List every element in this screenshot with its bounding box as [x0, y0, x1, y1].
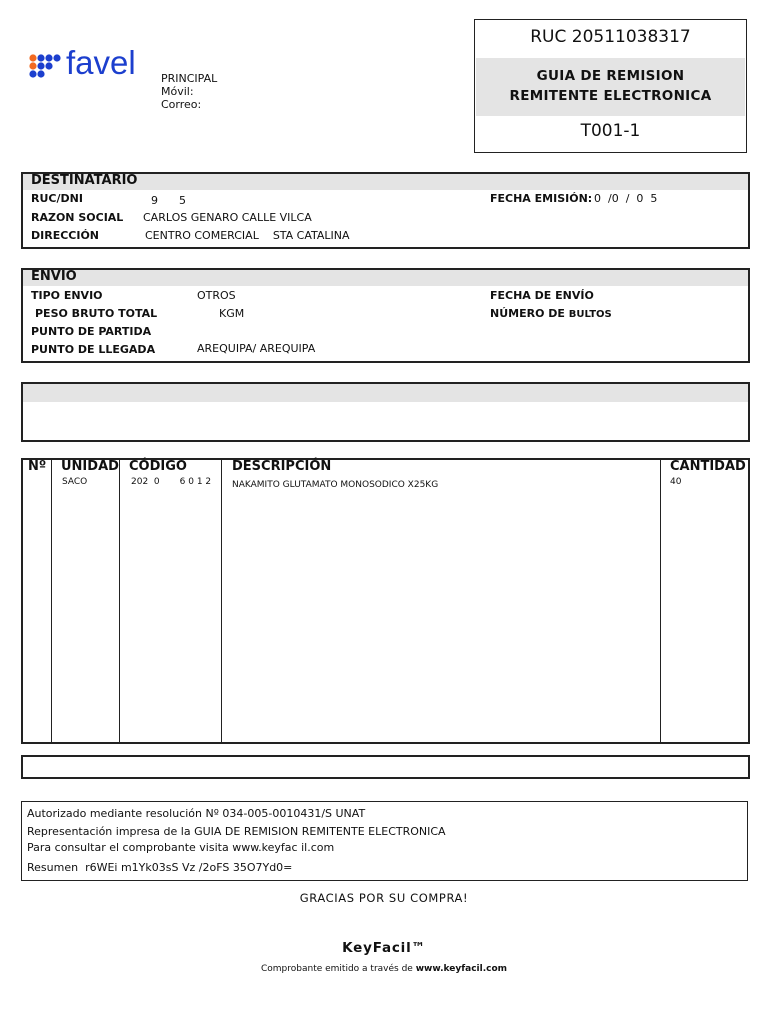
- header-cantidad: CANTIDAD: [670, 459, 746, 474]
- company-principal: PRINCIPAL: [161, 72, 218, 85]
- razon-social-label: RAZON SOCIAL: [31, 211, 124, 224]
- emitted-site-link[interactable]: www.keyfacil.com: [415, 964, 508, 974]
- punto-llegada-label: PUNTO DE LLEGADA: [31, 343, 156, 356]
- row-cantidad: 40: [670, 477, 682, 487]
- header-unidad: UNIDAD: [61, 459, 119, 474]
- section-band: [23, 384, 748, 402]
- emitted-prefix: Comprobante emitido a través de: [260, 964, 413, 974]
- tipo-envio-value: OTROS: [197, 289, 236, 302]
- fecha-envio-label: FECHA DE ENVÍO: [490, 289, 594, 302]
- legal-footer: [21, 801, 748, 881]
- document-title-line1: GUIA DE REMISION: [536, 68, 685, 84]
- punto-llegada-value: AREQUIPA/ AREQUIPA: [197, 342, 316, 355]
- document-title-line2: REMITENTE ELECTRONICA: [509, 88, 712, 104]
- ruc-label: RUC/DNI: [31, 192, 83, 205]
- row-descripcion: NAKAMITO GLUTAMATO MONOSODICO X25KG: [232, 480, 439, 490]
- keyfacil-brand: KeyFacil™: [342, 940, 426, 956]
- ruc-box: [474, 19, 747, 153]
- ruc-number: RUC 20511038317: [530, 27, 691, 47]
- header-codigo: CÓDIGO: [129, 459, 187, 474]
- blank-section: [21, 382, 750, 442]
- numero-bultos-prefix: NÚMERO DE: [490, 307, 565, 320]
- column-divider: [660, 460, 661, 742]
- company-info: [161, 72, 217, 111]
- totals-box: [21, 755, 750, 779]
- numero-bultos-label: [490, 307, 612, 320]
- thanks-text: GRACIAS POR SU COMPRA!: [299, 891, 469, 905]
- company-movil: Móvil:: [161, 85, 194, 98]
- ruc-value: 9 5: [151, 194, 186, 207]
- header-num: Nº: [28, 459, 47, 474]
- direccion-value: CENTRO COMERCIAL STA CATALINA: [145, 229, 350, 242]
- representation-text: Representación impresa de la GUIA DE REMISION REMITENTE ELECTRONICA: [27, 825, 446, 838]
- column-divider: [221, 460, 222, 742]
- numero-bultos-suffix: BULTOS: [568, 309, 612, 320]
- tipo-envio-label: TIPO ENVIO: [31, 289, 103, 302]
- punto-partida-label: PUNTO DE PARTIDA: [31, 325, 152, 338]
- document-serie: T001-1: [580, 121, 641, 141]
- consult-text: Para consultar el comprobante visita www.keyfac il.com: [27, 841, 335, 854]
- items-table: [21, 458, 750, 744]
- fecha-emision-label: FECHA EMISIÓN:: [490, 192, 593, 205]
- emitted-by: [0, 964, 768, 974]
- row-codigo: 202 0 6 0 1 2: [131, 477, 212, 487]
- favel-logo-icon: [28, 52, 62, 82]
- column-divider: [119, 460, 120, 742]
- document-title: [476, 66, 745, 106]
- direccion-label: DIRECCIÓN: [31, 229, 100, 242]
- peso-bruto-label: PESO BRUTO TOTAL: [35, 307, 158, 320]
- column-divider: [51, 460, 52, 742]
- authorization-text: Autorizado mediante resolución Nº 034-005-0010431/S UNAT: [27, 807, 366, 820]
- section-band: [23, 270, 748, 286]
- peso-bruto-value: KGM: [219, 307, 245, 320]
- summary-hash: Resumen r6WEi m1Yk03sS Vz /2oFS 35O7Yd0=: [27, 861, 293, 874]
- razon-social-value: CARLOS GENARO CALLE VILCA: [143, 211, 312, 224]
- row-unidad: SACO: [62, 477, 88, 487]
- destinatario-section: [21, 172, 750, 249]
- document-title-band: [476, 58, 745, 116]
- company-correo: Correo:: [161, 98, 202, 111]
- envio-section: [21, 268, 750, 363]
- logo-text: favel: [66, 44, 136, 81]
- fecha-emision-value: 0 /0 / 0 5: [594, 192, 658, 205]
- section-title: ENVIO: [31, 269, 77, 284]
- section-title: DESTINATARIO: [31, 173, 138, 188]
- company-logo: [28, 44, 148, 90]
- header-descripcion: DESCRIPCIÓN: [232, 459, 332, 474]
